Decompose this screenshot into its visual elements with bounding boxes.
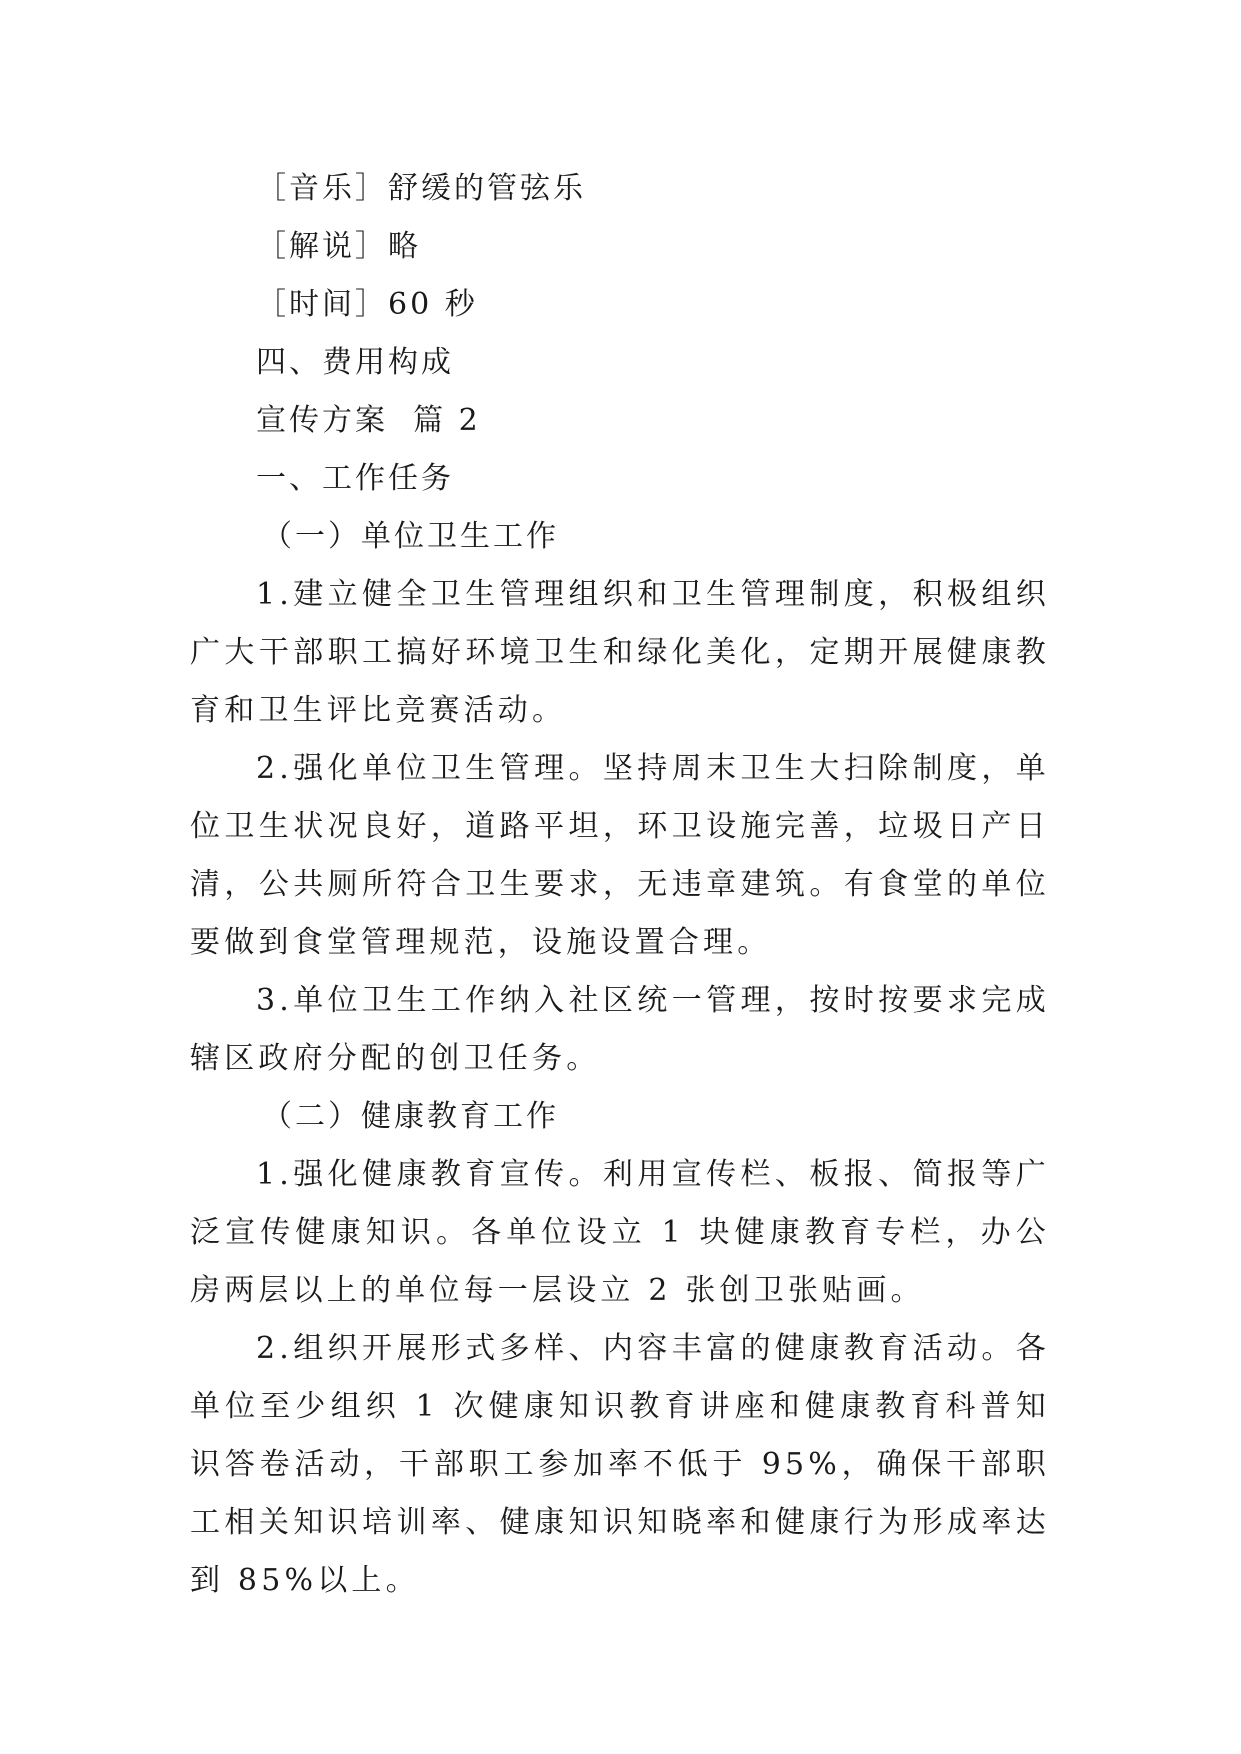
document-body — [190, 160, 1050, 1610]
time-line: ［时间］60 秒 — [256, 287, 478, 322]
health-education-paragraph-2: 2.组织开展形式多样、内容丰富的健康教育活动。各单位至少组织 1 次健康知识教育讲座和健康教育科普知识答卷活动，干部职工参加率不低于 95%，确保干部职工相关知识培训率、健康知识知晓率和健康行为形成率达到 85%以上。 — [190, 1331, 1050, 1598]
unit-hygiene-paragraph-3: 3.单位卫生工作纳入社区统一管理，按时按要求完成辖区政府分配的创卫任务。 — [190, 983, 1050, 1076]
cost-heading: 四、费用构成 — [256, 345, 454, 380]
task-heading: 一、工作任务 — [256, 461, 454, 496]
music-line: ［音乐］舒缓的管弦乐 — [256, 171, 586, 206]
health-education-paragraph-1: 1.强化健康教育宣传。利用宣传栏、板报、简报等广泛宣传健康知识。各单位设立 1 块健康教育专栏，办公房两层以上的单位每一层设立 2 张创卫张贴画。 — [190, 1157, 1050, 1308]
unit-hygiene-paragraph-2: 2.强化单位卫生管理。坚持周末卫生大扫除制度，单位卫生状况良好，道路平坦，环卫设施完善，垃圾日产日清，公共厕所符合卫生要求，无违章建筑。有食堂的单位要做到食堂管理规范，设施设置合理。 — [190, 751, 1050, 960]
narration-line: ［解说］略 — [256, 229, 421, 264]
unit-hygiene-heading: （一）单位卫生工作 — [262, 519, 559, 554]
unit-hygiene-paragraph-1: 1.建立健全卫生管理组织和卫生管理制度，积极组织广大干部职工搞好环境卫生和绿化美化，定期开展健康教育和卫生评比竞赛活动。 — [190, 577, 1050, 728]
health-education-heading: （二）健康教育工作 — [262, 1099, 559, 1134]
plan-title: 宣传方案 篇 2 — [256, 403, 481, 438]
